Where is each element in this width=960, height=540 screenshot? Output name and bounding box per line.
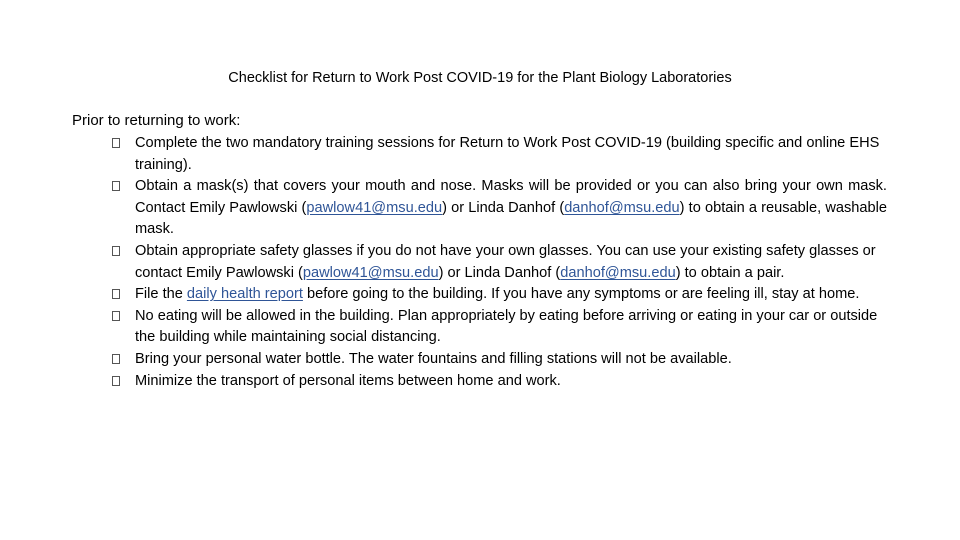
item-text: before going to the building. If you have any symptoms or are feeling ill, stay at home. (302, 286, 860, 303)
item-text: Obtain a mask(s) that covers your mouth and nose. Masks will be provided or you can also bring your own mask. Contact Emily Pawlowski ( (135, 178, 887, 216)
daily-health-report-link[interactable]: daily health report (186, 286, 303, 303)
item-text: Bring your personal water bottle. The water fountains and filling stations will not be available. (135, 350, 732, 367)
section-heading: Prior to returning to work: (72, 112, 241, 129)
checkbox-icon[interactable] (112, 246, 120, 256)
email-link-pawlowski[interactable]: pawlow41@msu.edu (302, 264, 439, 281)
checklist-item-mask (112, 176, 887, 241)
email-link-pawlowski[interactable]: pawlow41@msu.edu (306, 199, 443, 216)
item-text: Minimize the transport of personal items between home and work. (135, 372, 561, 389)
item-text: File the (135, 286, 187, 303)
page-title: Checklist for Return to Work Post COVID-19 for the Plant Biology Laboratories (228, 70, 732, 86)
email-link-danhof[interactable]: danhof@msu.edu (560, 264, 676, 281)
item-text: ) or Linda Danhof ( (438, 264, 561, 281)
item-text: No eating will be allowed in the building. Plan appropriately by eating before arriving or eating in your car or outside the building while maintaining social distancing. (135, 307, 878, 346)
checkbox-icon[interactable] (112, 289, 120, 299)
item-text: ) to obtain a pair. (675, 264, 785, 281)
checkbox-icon[interactable] (112, 354, 120, 364)
checklist-item-training (112, 133, 887, 176)
checkbox-icon[interactable] (112, 181, 120, 191)
checkbox-icon[interactable] (112, 138, 120, 148)
checklist-item-personal-items (112, 371, 887, 393)
checklist-item-safety-glasses (112, 241, 887, 284)
checklist-item-water-bottle (112, 349, 887, 371)
item-text: ) or Linda Danhof ( (442, 199, 565, 216)
checklist-item-health-report (112, 284, 887, 306)
checklist-item-no-eating (112, 306, 887, 349)
email-link-danhof[interactable]: danhof@msu.edu (564, 199, 680, 216)
item-text: Obtain appropriate safety glasses if you do not have your own glasses. You can use your existing safety glasses or contact Emily Pawlowski ( (135, 242, 876, 281)
checkbox-icon[interactable] (112, 311, 120, 321)
item-text: ) to obtain a reusable, washable mask. (135, 199, 887, 238)
checklist (112, 133, 887, 392)
item-text: Complete the two mandatory training sessions for Return to Work Post COVID-19 (building specific and online EHS training). (135, 135, 880, 173)
checkbox-icon[interactable] (112, 376, 120, 386)
